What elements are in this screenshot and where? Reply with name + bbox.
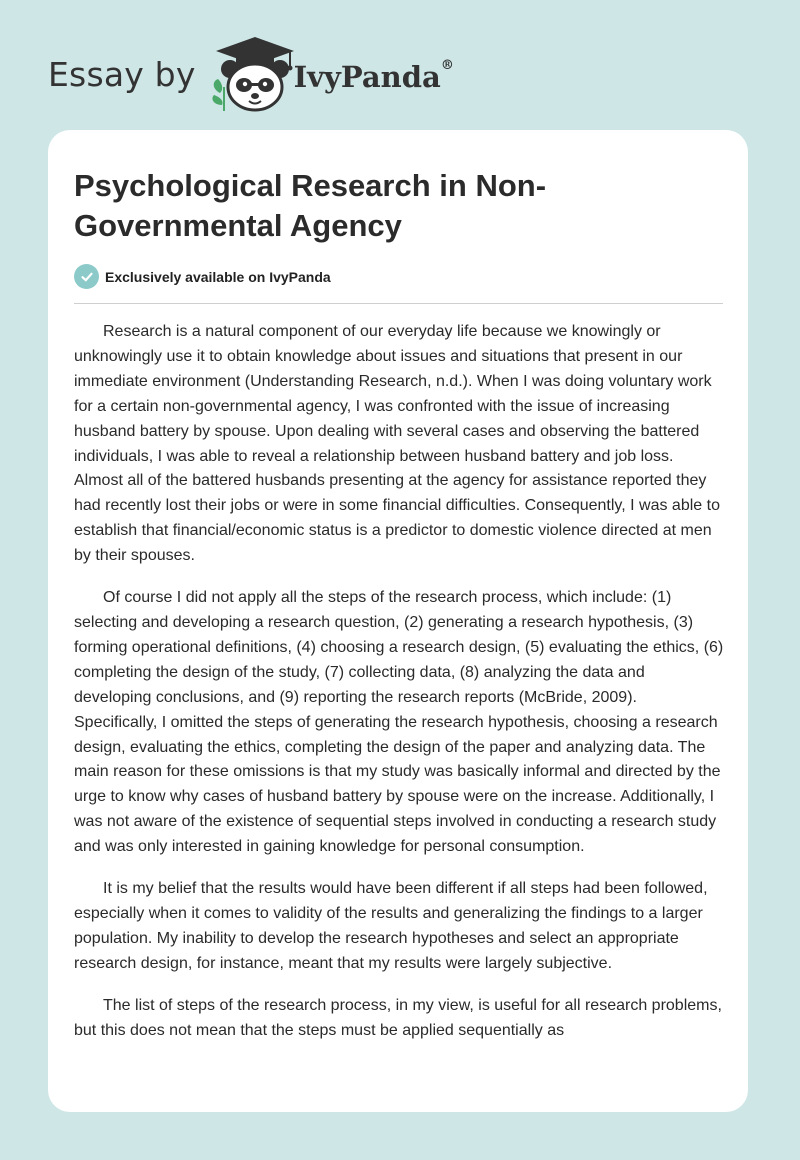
essay-title: Psychological Research in Non-Governmental Agency: [74, 168, 547, 243]
essay-by-label: Essay by: [48, 54, 196, 94]
essay-card: [48, 130, 748, 1112]
paragraph: It is my belief that the results would have been different if all steps had been followed, especially when it comes to validity of the results and generalizing the findings to a larger population. My inability to develop the research hypotheses and select an appropriate research design, for instance, meant that my results were largely subjective.: [74, 880, 708, 972]
essay-body: [74, 320, 724, 1060]
site-header: [48, 34, 454, 114]
ivypanda-brand-name[interactable]: IvyPanda®: [293, 58, 454, 94]
registered-mark: ®: [440, 58, 454, 73]
panda-mascot-icon: [210, 35, 300, 113]
exclusive-badge: [74, 264, 331, 289]
ivypanda-logo[interactable]: [210, 35, 300, 113]
check-icon: [74, 264, 99, 289]
paragraph: Research is a natural component of our everyday life because we knowingly or unknowingly use it to obtain knowledge about issues and situations that present in our immediate environment (Understanding Research, n.d.). When I was doing voluntary work for a certain non-governmental agency, I was confronted with the issue of increasing husband battery by spouse. Upon dealing with several cases and observing the battered individuals, I was able to reveal a relationship between husband battery and job loss. Almost all of the battered husbands presenting at the agency for assistance reported they had recently lost their jobs or were in some financial difficulties. Consequently, I was able to establish that financial/economic status is a predictor to domestic violence directed at men by their spouses.: [74, 323, 720, 565]
paragraph: Of course I did not apply all the steps of the research process, which include: (1) selecting and developing a research question, (2) generating a research hypothesis, (3) forming operational definitions, (4) choosing a research design, (5) evaluating the ethics, (6) completing the design of the study, (7) collecting data, (8) analyzing the data and developing conclusions, and (9) reporting the research reports (McBride, 2009). Specifically, I omitted the steps of generating the research hypothesis, choosing a research design, evaluating the ethics, completing the design of the paper and analyzing data. The main reason for these omissions is that my study was basically informal and directed by the urge to know why cases of husband battery by spouse were on the increase. Additionally, I was not aware of the existence of sequential steps involved in conducting a research study and was only interested in gaining knowledge for personal consumption.: [74, 589, 724, 856]
divider: [74, 303, 723, 304]
paragraph: The list of steps of the research process, in my view, is useful for all research problems, but this does not mean that the steps must be applied sequentially as: [74, 996, 722, 1039]
exclusive-badge-label: Exclusively available on IvyPanda: [105, 268, 331, 285]
